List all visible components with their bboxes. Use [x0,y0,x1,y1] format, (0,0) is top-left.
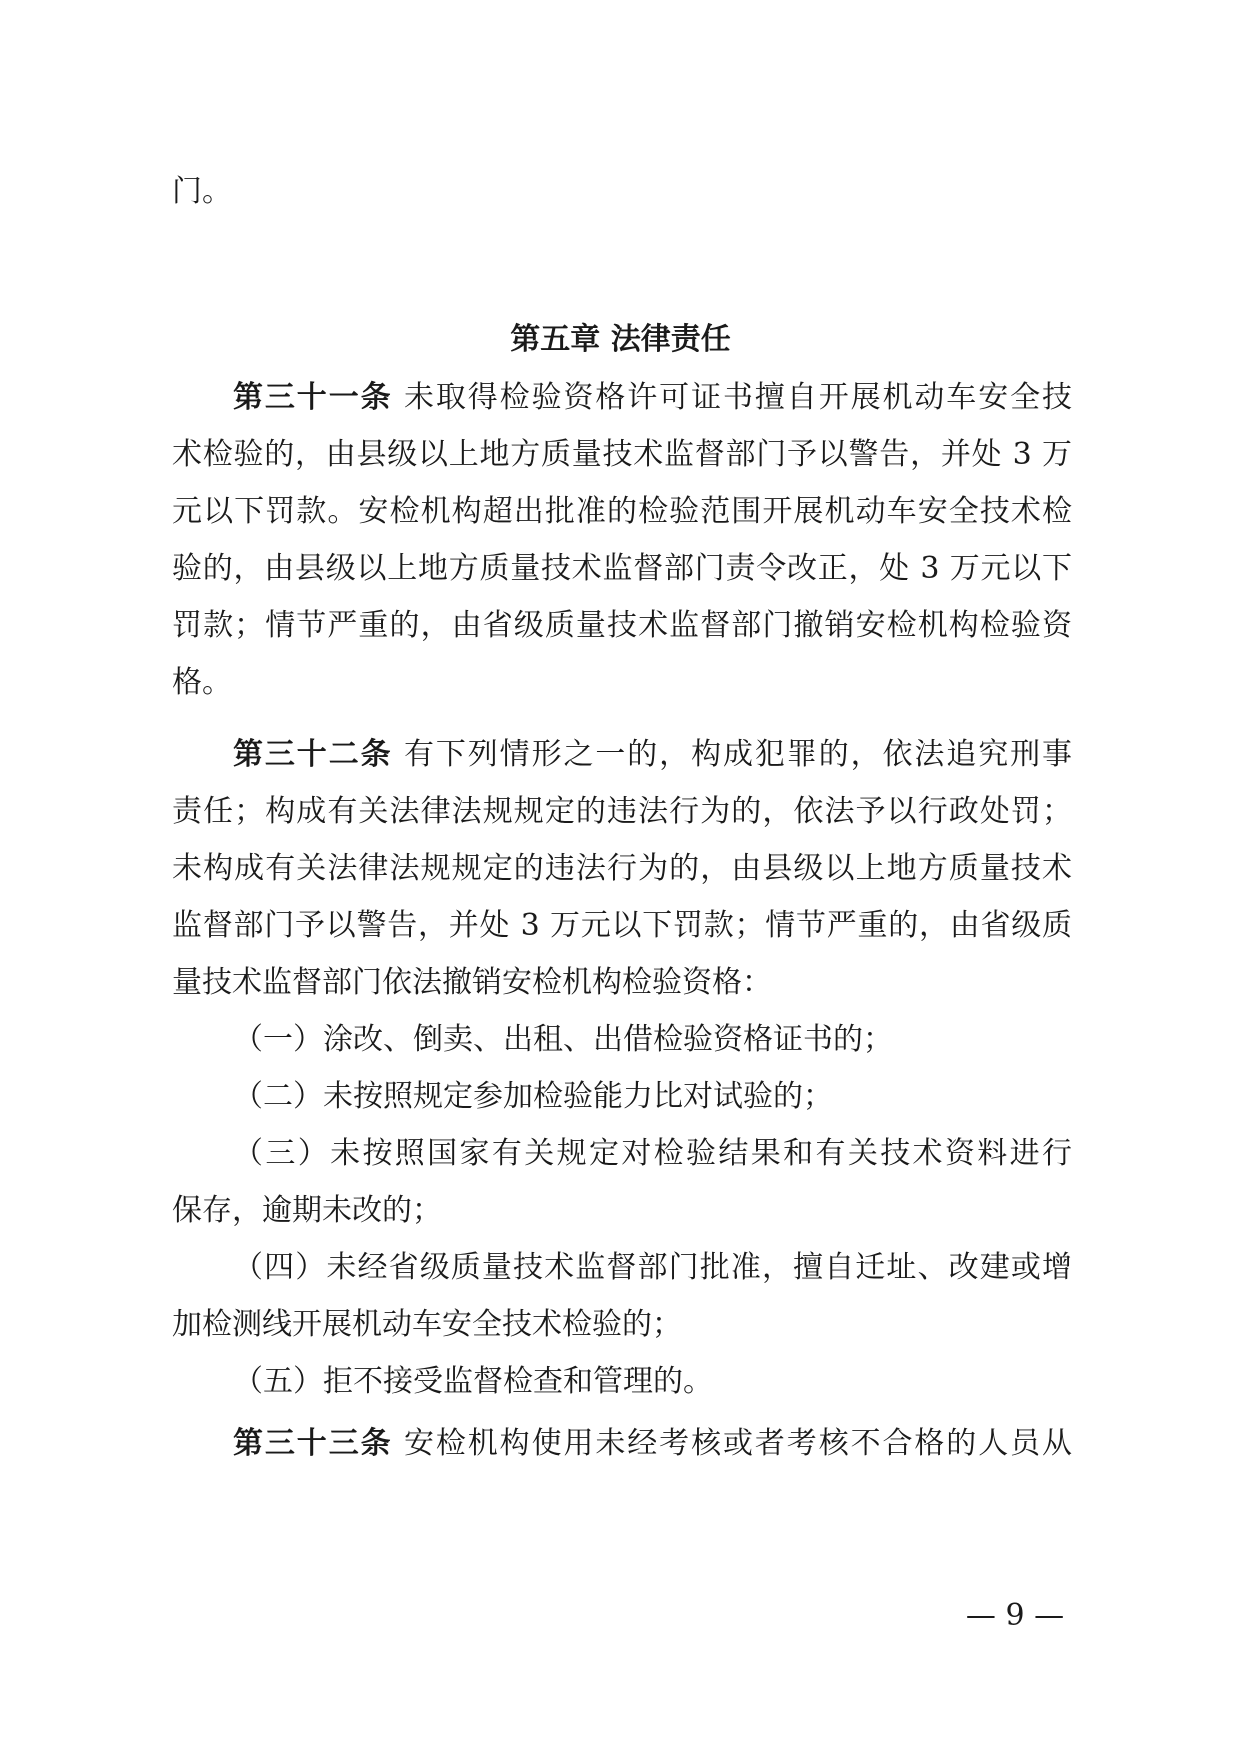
article-32-item: （一）涂改、倒卖、出租、出借检验资格证书的； [233,1022,893,1057]
article-32-label: 第三十二条 [233,737,393,772]
article-32-item: 保存，逾期未改的； [172,1193,442,1228]
carry-over-text: 门。 [172,174,232,209]
article-32-line: 责任；构成有关法律法规规定的违法行为的，依法予以行政处罚； [172,794,1072,829]
article-31-line: 元以下罚款。安检机构超出批准的检验范围开展机动车安全技术检 [172,494,1072,529]
article-31-line: 术检验的，由县级以上地方质量技术监督部门予以警告，并处 3 万 [172,437,1072,472]
page-number: — 9 — [965,1598,1065,1633]
article-33-text: 安检机构使用未经考核或者考核不合格的人员从 [403,1426,1073,1461]
article-32-first-line [233,735,1072,775]
article-32-item: 加检测线开展机动车安全技术检验的； [172,1307,682,1342]
article-33-first-line [233,1424,1072,1464]
article-32-text: 有下列情形之一的，构成犯罪的，依法追究刑事 [403,737,1073,772]
article-32-item: （二）未按照规定参加检验能力比对试验的； [233,1079,833,1114]
article-31-text: 未取得检验资格许可证书擅自开展机动车安全技 [403,380,1073,415]
article-32-item: （五）拒不接受监督检查和管理的。 [233,1364,713,1399]
article-32-line: 量技术监督部门依法撤销安检机构检验资格： [172,965,772,1000]
article-31-label: 第三十一条 [233,380,393,415]
article-32-line: 监督部门予以警告，并处 3 万元以下罚款；情节严重的，由省级质 [172,908,1072,943]
article-31-first-line [233,378,1072,418]
article-31-line: 格。 [172,665,232,700]
article-31-line: 验的，由县级以上地方质量技术监督部门责令改正，处 3 万元以下 [172,551,1072,586]
article-32-item: （三）未按照国家有关规定对检验结果和有关技术资料进行 [233,1136,1072,1171]
article-31-line: 罚款；情节严重的，由省级质量技术监督部门撤销安检机构检验资 [172,608,1072,643]
article-32-line: 未构成有关法律法规规定的违法行为的，由县级以上地方质量技术 [172,851,1072,886]
article-33-label: 第三十三条 [233,1426,393,1461]
chapter-heading: 第五章 法律责任 [510,322,731,357]
article-32-item: （四）未经省级质量技术监督部门批准，擅自迁址、改建或增 [233,1250,1072,1285]
